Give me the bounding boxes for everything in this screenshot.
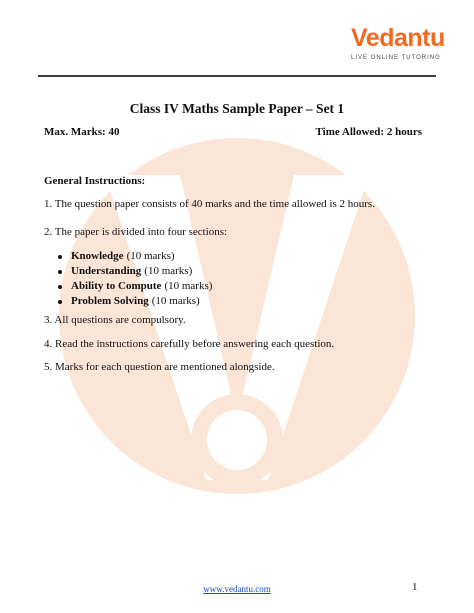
header-divider (38, 75, 436, 77)
list-item (58, 249, 212, 264)
section-name: Ability to Compute (71, 280, 162, 292)
bullet-icon (58, 300, 62, 304)
list-item (58, 294, 212, 309)
footer-website-link[interactable]: www.vedantu.com (203, 584, 271, 594)
instruction-2: 2. The paper is divided into four sections: (44, 226, 228, 238)
bullet-icon (58, 255, 62, 259)
instruction-1: 1. The question paper consists of 40 marks and the time allowed is 2 hours. (44, 198, 375, 210)
section-marks: (10 marks) (144, 265, 193, 277)
time-allowed: Time Allowed: 2 hours (315, 126, 422, 138)
sections-list (58, 249, 212, 309)
vedantu-logo (351, 24, 443, 61)
section-name: Understanding (71, 265, 142, 277)
list-item (58, 264, 212, 279)
instruction-3: 3. All questions are compulsory. (44, 314, 186, 326)
section-marks: (10 marks) (151, 295, 200, 307)
marks-time-row (44, 126, 422, 138)
section-name: Problem Solving (71, 295, 149, 307)
general-instructions-heading: General Instructions: (44, 175, 146, 187)
section-name: Knowledge (71, 250, 124, 262)
list-item (58, 279, 212, 294)
bullet-icon (58, 285, 62, 289)
section-marks: (10 marks) (164, 280, 213, 292)
section-marks: (10 marks) (126, 250, 175, 262)
logo-wordmark: Vedantu (351, 24, 445, 52)
bullet-icon (58, 270, 62, 274)
paper-title: Class IV Maths Sample Paper – Set 1 (129, 101, 345, 116)
page-number: 1 (412, 581, 418, 593)
logo-tagline: LIVE ONLINE TUTORING (351, 55, 441, 61)
max-marks: Max. Marks: 40 (44, 126, 120, 138)
instruction-5: 5. Marks for each question are mentioned alongside. (44, 361, 275, 373)
instruction-4: 4. Read the instructions carefully before answering each question. (44, 338, 335, 350)
